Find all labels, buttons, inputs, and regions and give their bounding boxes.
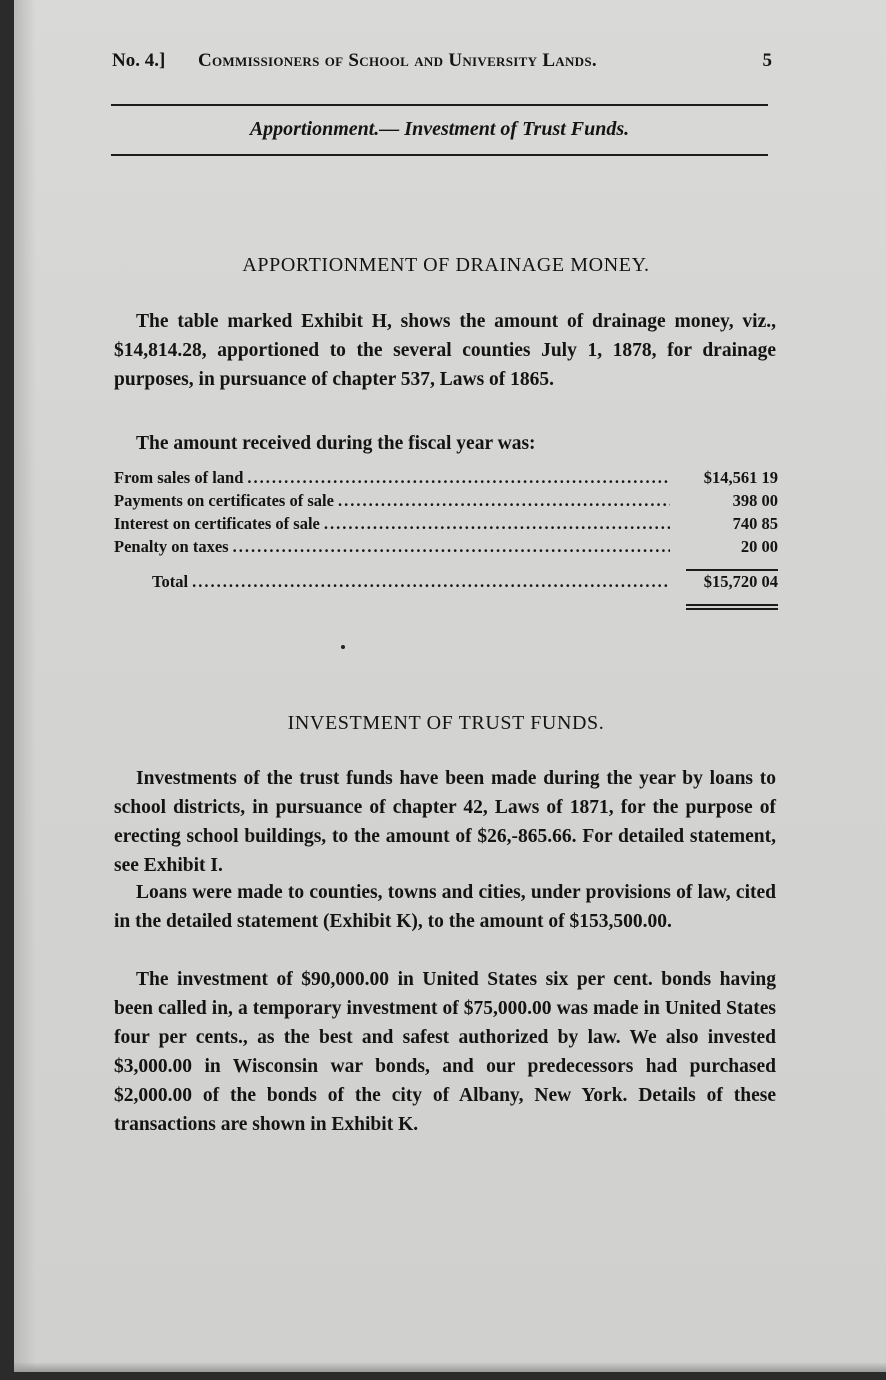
running-title: Commissioners of School and University Lands.: [198, 50, 597, 71]
receipts-ledger: [114, 468, 778, 595]
trust-paragraph-1: Investments of the trust funds have been made during the year by loans to school districts, in pursuance of chapter 42, Laws of 1871, for the purpose of erecting school buildings, to the amount of $26,-865.66. For detailed statement, see Exhibit I.: [114, 768, 776, 876]
ledger-total-amount: $15,720 04: [703, 572, 778, 591]
dot-leader: [338, 491, 670, 511]
trust-section-title: INVESTMENT OF TRUST FUNDS.: [287, 712, 605, 734]
ledger-row: [114, 537, 778, 560]
dot-leader: [247, 468, 670, 488]
trust-paragraph-3: The investment of $90,000.00 in United States six per cent. bonds having been called in, a temporary investment of $75,000.00 was made in United States four per cents., as the best and safest authorized by law. We also invested $3,000.00 in Wisconsin war bonds, and our predecessors had purchased $2,000.00 of the bonds of the city of Albany, New York. Details of these transactions are shown in Exhibit K.: [114, 969, 776, 1135]
drainage-section-title: APPORTIONMENT OF DRAINAGE MONEY.: [242, 254, 650, 276]
sum-rule: [686, 569, 778, 571]
ledger-total-label: Total: [152, 572, 189, 591]
ledger-label: Interest on certificates of sale: [114, 514, 320, 533]
ledger-row: [114, 514, 778, 537]
document-page: [14, 0, 886, 1372]
total-double-rule-1: [686, 604, 778, 606]
dot-leader: [233, 537, 670, 557]
print-mark: [341, 645, 345, 649]
ledger-amount: 398 00: [732, 491, 778, 510]
ledger-label: Payments on certificates of sale: [114, 491, 334, 510]
ledger-total-row: [114, 572, 778, 595]
header-rule-bottom: [111, 154, 768, 156]
page-bottom-edge: [14, 1362, 886, 1372]
page-number: 5: [762, 50, 772, 71]
ledger-amount: 740 85: [732, 514, 778, 533]
ledger-label: Penalty on taxes: [114, 537, 229, 556]
section-subheader: Apportionment.— Investment of Trust Funds.: [249, 118, 630, 140]
ledger-amount: 20 00: [740, 537, 778, 556]
ledger-label: From sales of land: [114, 468, 244, 487]
drainage-intro: The amount received during the fiscal year was:: [136, 433, 536, 454]
drainage-paragraph: The table marked Exhibit H, shows the amount of drainage money, viz., $14,814.28, apportioned to the several counties July 1, 1878, for drainage purposes, in pursuance of chapter 537, Laws of 1865.: [114, 311, 776, 390]
document-number: No. 4.]: [112, 50, 166, 71]
header-rule-top: [111, 104, 768, 106]
ledger-amount: $14,561 19: [703, 468, 778, 487]
running-header: [112, 50, 772, 80]
dot-leader: [324, 514, 670, 534]
total-double-rule-2: [686, 608, 778, 610]
dot-leader: [192, 572, 670, 592]
trust-paragraph-2: Loans were made to counties, towns and cities, under provisions of law, cited in the detailed statement (Exhibit K), to the amount of $153,500.00.: [114, 882, 776, 932]
ledger-row: [114, 468, 778, 491]
ledger-row: [114, 491, 778, 514]
page-gutter-shadow: [14, 0, 36, 1372]
